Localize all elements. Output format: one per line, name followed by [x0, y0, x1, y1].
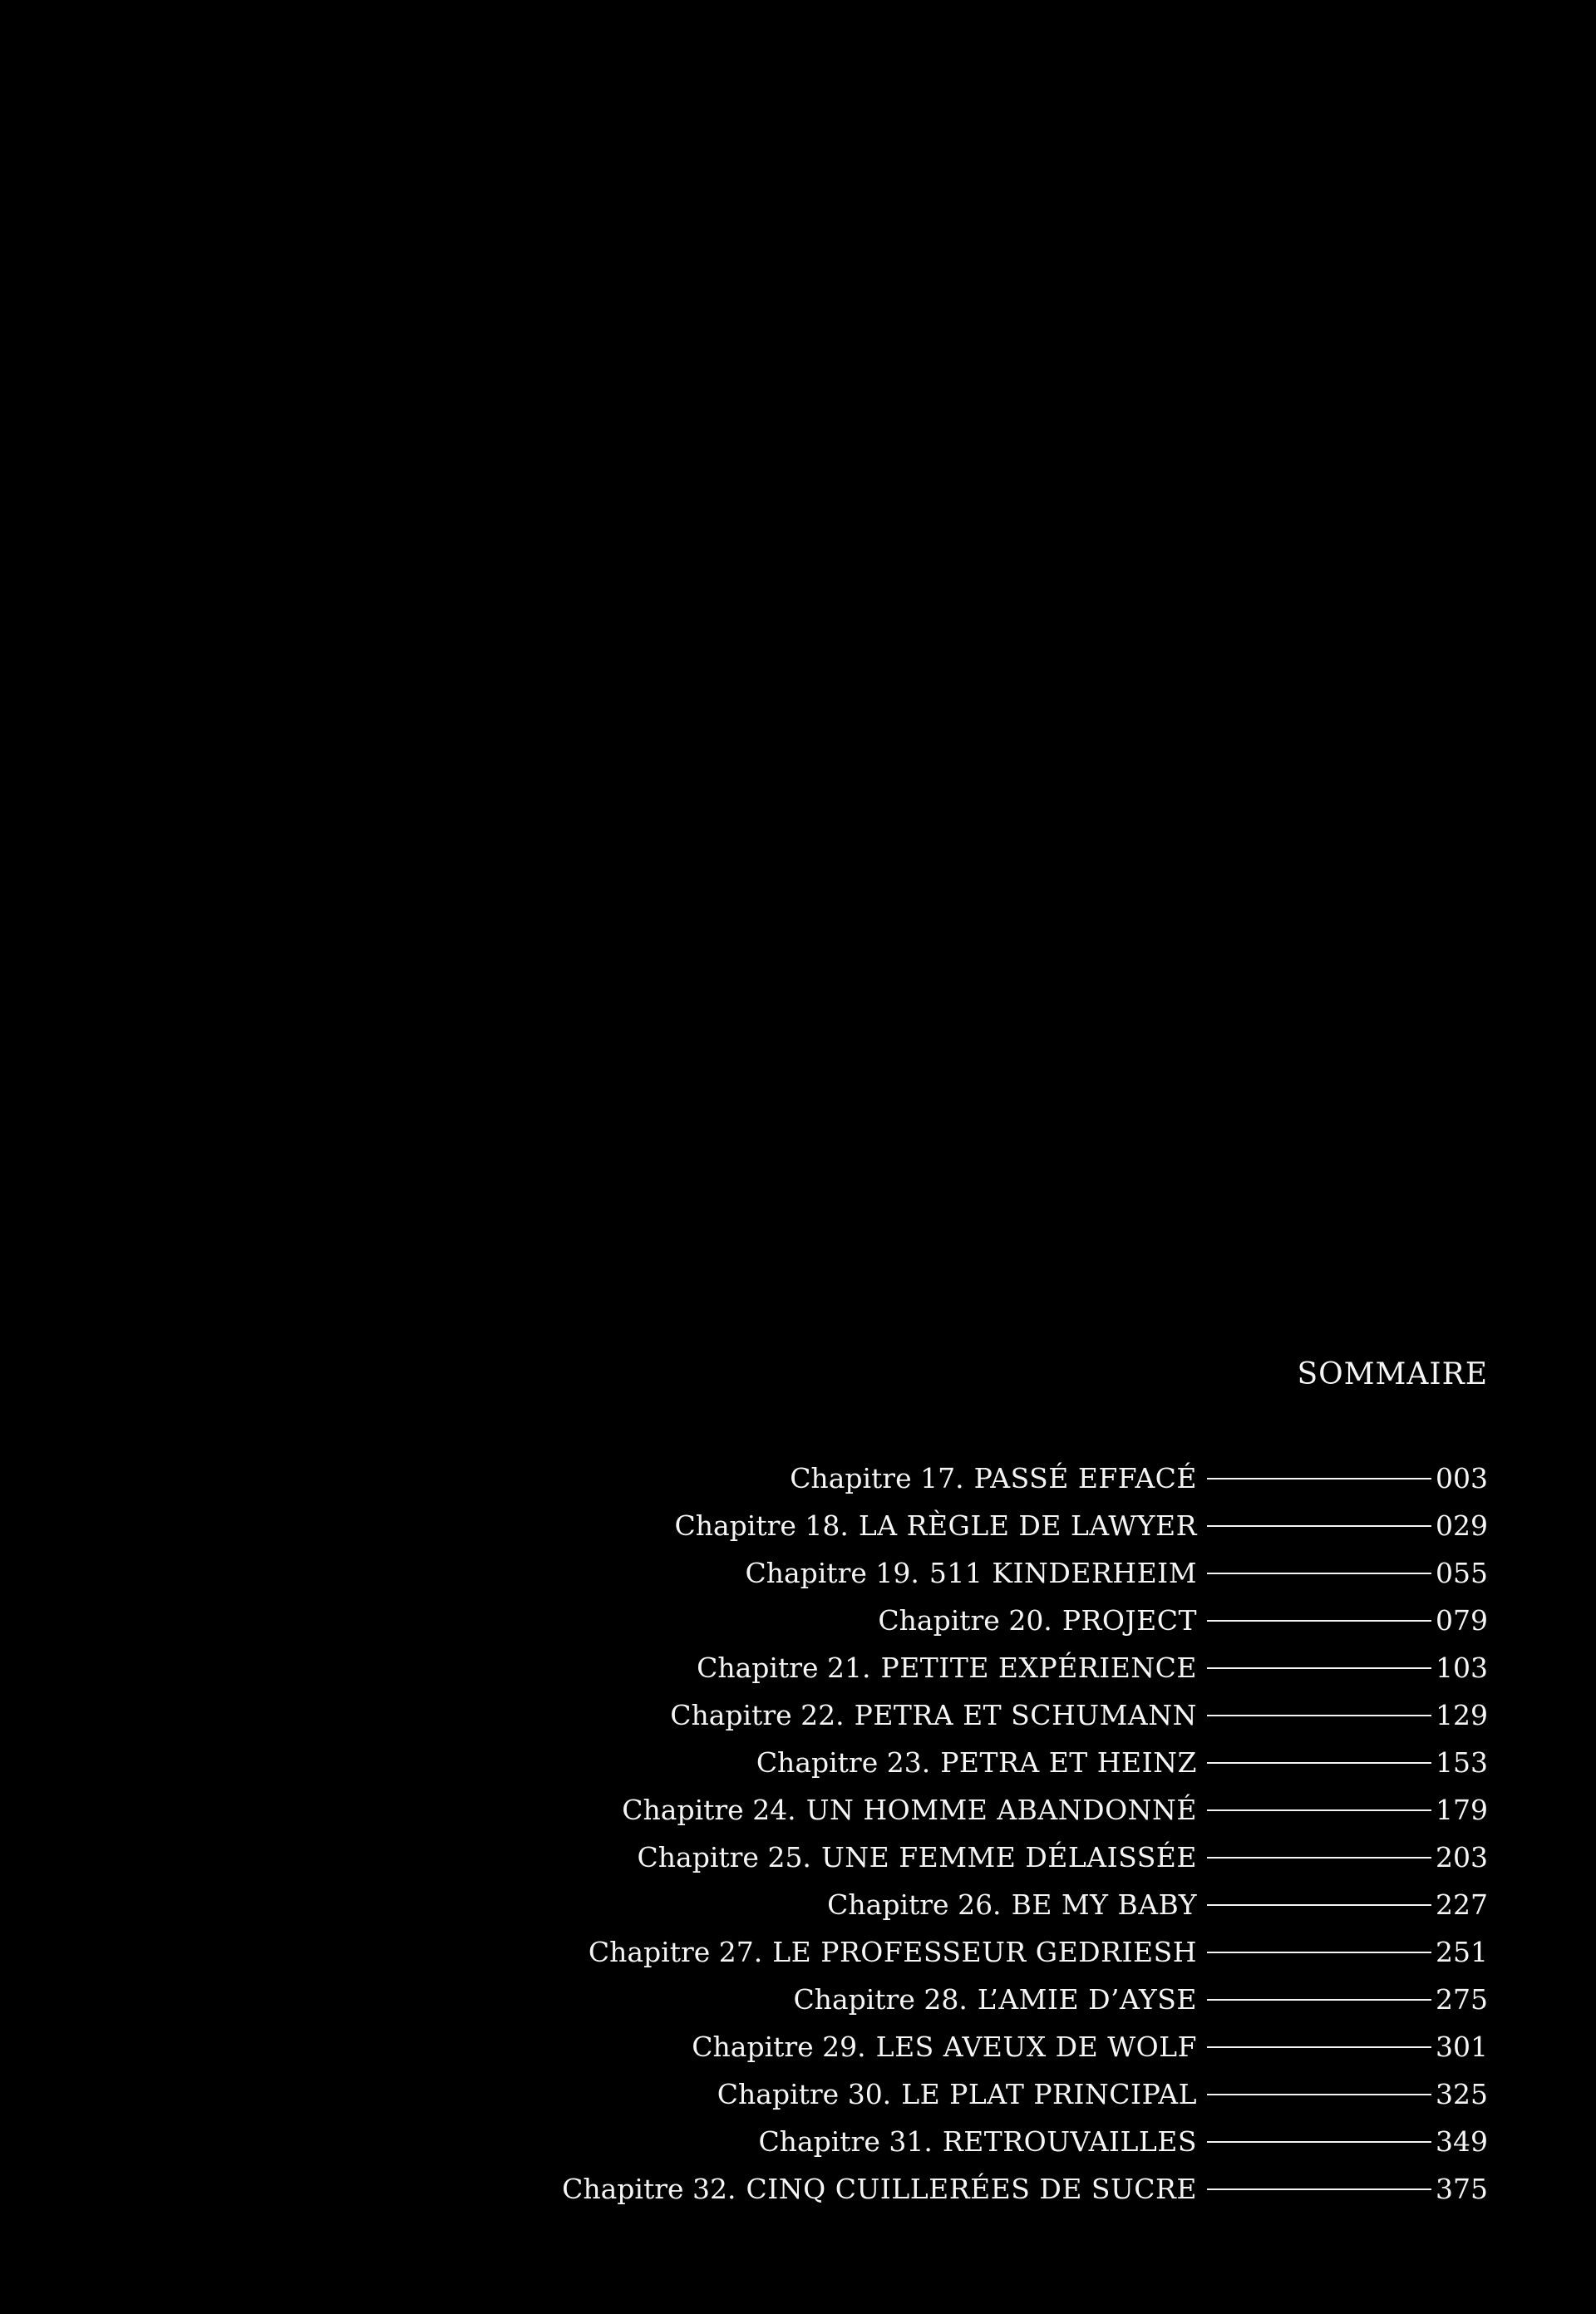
leader-line	[1207, 1478, 1431, 1479]
toc-entry	[507, 2165, 1488, 2213]
toc-entry	[507, 2070, 1488, 2118]
toc-list	[507, 1455, 1488, 2213]
chapter-title: PROJECT	[1062, 1604, 1197, 1637]
leader-line	[1207, 2046, 1431, 2048]
chapter-prefix: Chapitre 18.	[674, 1509, 849, 1542]
page-number: 129	[1436, 1699, 1488, 1731]
chapter-prefix: Chapitre 31.	[758, 2125, 933, 2158]
leader-line	[1207, 1904, 1431, 1906]
chapter-title: L’AMIE D’AYSE	[977, 1983, 1197, 2016]
toc-entry	[507, 1834, 1488, 1881]
toc-entry	[507, 1691, 1488, 1739]
chapter-title: PASSÉ EFFACÉ	[973, 1462, 1197, 1494]
toc-entry	[507, 1739, 1488, 1786]
toc-entry	[507, 1881, 1488, 1928]
leader-line	[1207, 1715, 1431, 1716]
page-number: 179	[1436, 1794, 1488, 1826]
toc-entry	[507, 1644, 1488, 1691]
page-number: 227	[1436, 1888, 1488, 1921]
page-number: 349	[1436, 2125, 1488, 2158]
chapter-title: LE PROFESSEUR GEDRIESH	[772, 1936, 1197, 1968]
leader-line	[1207, 2188, 1431, 2190]
leader-line	[1207, 1620, 1431, 1622]
chapter-prefix: Chapitre 20.	[878, 1604, 1052, 1637]
chapter-prefix: Chapitre 25.	[637, 1841, 811, 1873]
leader-line	[1207, 1525, 1431, 1527]
chapter-prefix: Chapitre 22.	[670, 1699, 845, 1731]
chapter-prefix: Chapitre 32.	[562, 2173, 736, 2205]
chapter-title: CINQ CUILLERÉES DE SUCRE	[746, 2173, 1197, 2205]
chapter-title: RETROUVAILLES	[942, 2125, 1197, 2158]
toc-entry	[507, 1976, 1488, 2023]
toc-entry	[507, 1502, 1488, 1549]
toc-entry	[507, 1928, 1488, 1976]
toc-entry	[507, 1549, 1488, 1597]
leader-line	[1207, 1857, 1431, 1859]
chapter-title: PETRA ET HEINZ	[940, 1746, 1197, 1779]
leader-line	[1207, 1573, 1431, 1574]
chapter-prefix: Chapitre 17.	[790, 1462, 964, 1494]
page-number: 325	[1436, 2078, 1488, 2110]
leader-line	[1207, 1809, 1431, 1811]
chapter-title: PETRA ET SCHUMANN	[854, 1699, 1197, 1731]
page-number: 375	[1436, 2173, 1488, 2205]
chapter-title: LE PLAT PRINCIPAL	[901, 2078, 1197, 2110]
leader-line	[1207, 2094, 1431, 2095]
leader-line	[1207, 2141, 1431, 2143]
chapter-title: 511 KINDERHEIM	[929, 1557, 1197, 1589]
chapter-prefix: Chapitre 23.	[756, 1746, 931, 1779]
chapter-title: LA RÈGLE DE LAWYER	[858, 1509, 1197, 1542]
page-number: 079	[1436, 1604, 1488, 1637]
toc-entry	[507, 2118, 1488, 2165]
leader-line	[1207, 1762, 1431, 1764]
chapter-prefix: Chapitre 21.	[697, 1652, 871, 1684]
chapter-title: UN HOMME ABANDONNÉ	[805, 1794, 1197, 1826]
page-number: 103	[1436, 1652, 1488, 1684]
page-number: 251	[1436, 1936, 1488, 1968]
leader-line	[1207, 1667, 1431, 1669]
toc-entry	[507, 1597, 1488, 1644]
page-number: 003	[1436, 1462, 1488, 1494]
chapter-prefix: Chapitre 28.	[793, 1983, 968, 2016]
page-number: 203	[1436, 1841, 1488, 1873]
leader-line	[1207, 1999, 1431, 2001]
toc-title: SOMMAIRE	[1297, 1357, 1488, 1391]
chapter-prefix: Chapitre 19.	[745, 1557, 919, 1589]
toc-entry	[507, 1455, 1488, 1502]
chapter-prefix: Chapitre 24.	[622, 1794, 796, 1826]
page-number: 029	[1436, 1509, 1488, 1542]
leader-line	[1207, 1952, 1431, 1953]
page-number: 055	[1436, 1557, 1488, 1589]
chapter-title: UNE FEMME DÉLAISSÉE	[820, 1841, 1197, 1873]
chapter-title: PETITE EXPÉRIENCE	[880, 1652, 1197, 1684]
chapter-prefix: Chapitre 27.	[588, 1936, 763, 1968]
chapter-title: BE MY BABY	[1011, 1888, 1197, 1921]
page-number: 153	[1436, 1746, 1488, 1779]
chapter-prefix: Chapitre 30.	[717, 2078, 892, 2110]
toc-entry	[507, 1786, 1488, 1834]
chapter-prefix: Chapitre 26.	[827, 1888, 1002, 1921]
chapter-prefix: Chapitre 29.	[692, 2031, 866, 2063]
page-number: 275	[1436, 1983, 1488, 2016]
chapter-title: LES AVEUX DE WOLF	[875, 2031, 1197, 2063]
toc-entry	[507, 2023, 1488, 2070]
page-number: 301	[1436, 2031, 1488, 2063]
